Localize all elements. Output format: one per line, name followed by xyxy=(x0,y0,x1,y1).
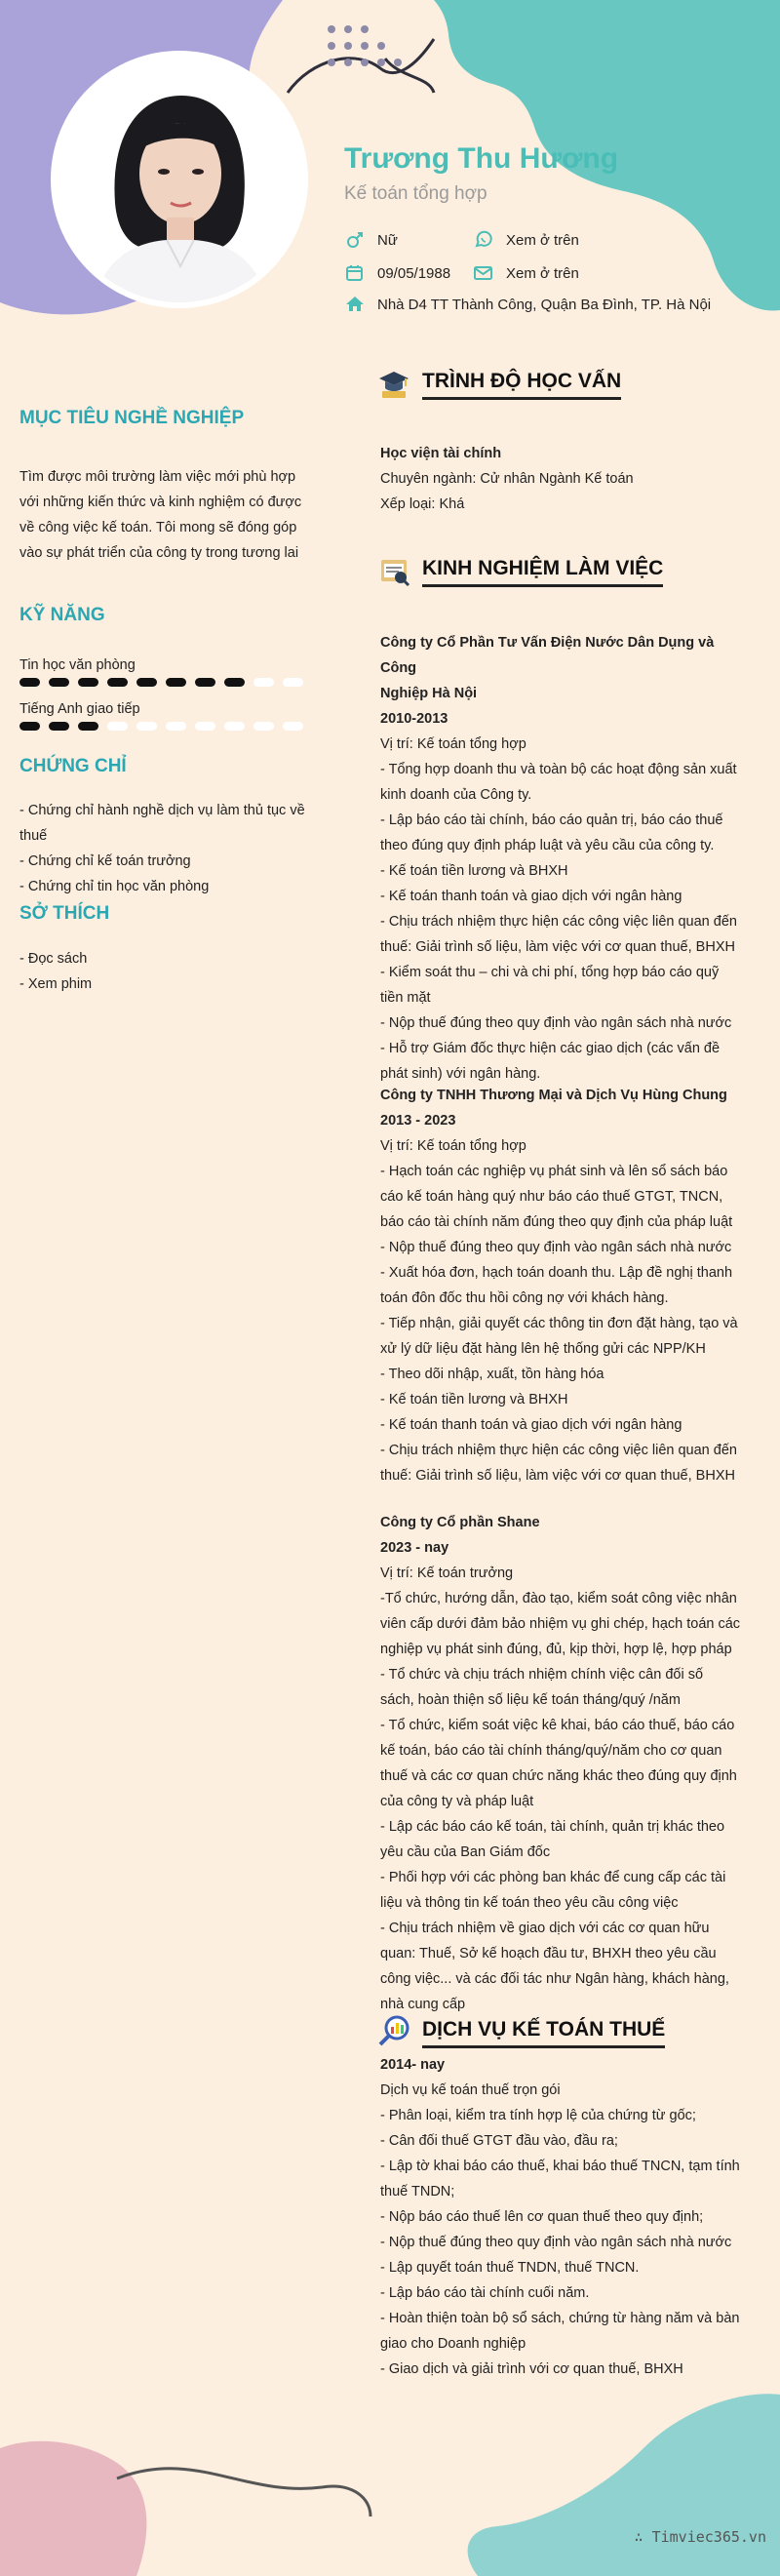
job-detail-line: sách, hoàn thiện số liệu kế toán tháng/quý /năm xyxy=(380,1692,681,1708)
home-icon xyxy=(344,295,366,314)
objective-line: với những kiến thức và kinh nghiệm có được xyxy=(20,495,302,510)
briefcase-icon xyxy=(377,554,410,587)
job-detail-line: yêu cầu của Ban Giám đốc xyxy=(380,1844,551,1860)
job-detail-line: kinh doanh của Công ty. xyxy=(380,787,532,803)
job-detail-line: -Tổ chức, hướng dẫn, đào tạo, kiểm soát công việc nhân xyxy=(380,1591,737,1606)
job-detail-line: - Phối hợp với các phòng ban khác để cung cấp các tài xyxy=(380,1870,726,1885)
candidate-name: Trương Thu Hương xyxy=(344,142,619,175)
job-detail-line: - Kế toán thanh toán và giao dịch với ngân hàng xyxy=(380,1417,682,1433)
email-info xyxy=(473,263,579,283)
company-name: Công ty Cổ Phần Tư Vấn Điện Nước Dân Dụng và Công xyxy=(380,635,715,676)
company-name: Công ty TNHH Thương Mại và Dịch Vụ Hùng Chung xyxy=(380,1088,727,1103)
brand-logo-icon: ∴ xyxy=(634,2528,652,2546)
skill-level-segment xyxy=(78,722,98,731)
job-detail-line: - Nộp thuế đúng theo quy định vào ngân sách nhà nước xyxy=(380,1015,732,1031)
job-detail-line: xử lý dữ liệu đặt hàng lên hệ thống gửi các NPP/KH xyxy=(380,1341,706,1357)
job-detail-line: thuế: Giải trình số liệu, làm việc với cơ quan thuế, BHXH xyxy=(380,939,735,955)
job-detail-line: - Lập báo cáo tài chính, báo cáo quản trị, báo cáo thuế xyxy=(380,812,723,828)
tax-service-line: - Phân loại, kiểm tra tính hợp lệ của chứng từ gốc; xyxy=(380,2108,696,2123)
tax-service-line: - Nộp báo cáo thuế lên cơ quan thuế theo quy định; xyxy=(380,2209,704,2225)
job-detail-line: Vị trí: Kế toán tổng hợp xyxy=(380,1138,526,1154)
bottom-swirl xyxy=(117,2469,370,2517)
certificate-line: - Chứng chỉ tin học văn phòng xyxy=(20,879,210,894)
job-detail-line: báo cáo tài chính năm đúng theo quy định của pháp luật xyxy=(380,1214,733,1230)
avatar xyxy=(51,51,308,308)
tax-service-line: - Lập quyết toán thuế TNDN, thuế TNCN. xyxy=(380,2260,640,2276)
skill-level-segment xyxy=(195,678,215,687)
skill-level-segment xyxy=(166,678,186,687)
tax-service-line: - Lập báo cáo tài chính cuối năm. xyxy=(380,2285,590,2301)
job-detail-line: - Kế toán thanh toán và giao dịch với ngân hàng xyxy=(380,889,682,904)
objective-line: Tìm được môi trường làm việc mới phù hợp xyxy=(20,469,296,485)
job-entry xyxy=(380,1510,746,2017)
email-value: Xem ở trên xyxy=(506,264,579,282)
job-detail-line: - Tổ chức, kiểm soát việc kê khai, báo cáo thuế, báo cáo xyxy=(380,1718,735,1733)
job-detail-line: - Chịu trách nhiệm thực hiện các công việc liên quan đến xyxy=(380,1443,737,1458)
job-detail-line: Vị trí: Kế toán tổng hợp xyxy=(380,736,526,752)
skill-level-segment xyxy=(224,678,245,687)
school-name: Học viện tài chính xyxy=(380,446,502,461)
tax-service-line: - Lập tờ khai báo cáo thuế, khai báo thuế TNCN, tạm tính xyxy=(380,2159,740,2174)
job-detail-line: liệu và thông tin kế toán theo yêu cầu công việc xyxy=(380,1895,679,1911)
job-detail-line: - Chịu trách nhiệm về giao dịch với các cơ quan hữu xyxy=(380,1921,710,1936)
job-detail-line: - Hạch toán các nghiệp vụ phát sinh và lên sổ sách báo xyxy=(380,1164,728,1179)
job-detail-line: - Nộp thuế đúng theo quy định vào ngân sách nhà nước xyxy=(380,1240,732,1255)
job-detail-line: thuế: Giải trình số liệu, làm việc với cơ quan thuế, BHXH xyxy=(380,1468,735,1484)
job-detail-line: thuế và các cơ quan chức năng khác theo đúng quy định xyxy=(380,1768,737,1784)
experience-heading: KINH NGHIỆM LÀM VIỆC xyxy=(422,557,663,587)
hobbies-text xyxy=(20,946,332,997)
skill-level-segment xyxy=(49,722,69,731)
job-detail-line: - Chịu trách nhiệm thực hiện các công việc liên quan đến xyxy=(380,914,737,930)
certificate-line: - Chứng chỉ kế toán trưởng xyxy=(20,853,191,869)
job-detail-line: Vị trí: Kế toán trưởng xyxy=(380,1565,514,1581)
gender-value: Nữ xyxy=(377,231,398,249)
education-header xyxy=(377,367,621,400)
objective-line: về công việc kế toán. Tôi mong sẽ đóng góp xyxy=(20,520,297,535)
job-period: 2023 - nay xyxy=(380,1540,449,1556)
job-detail-line: viên cấp dưới đảm bảo nhiệm vụ ghi chép, hạch toán các xyxy=(380,1616,741,1632)
objective-line: vào sự phát triển của công ty trong tương lai xyxy=(20,545,299,561)
email-icon xyxy=(473,263,494,283)
skill-level-bar xyxy=(20,678,303,687)
education-block xyxy=(380,441,746,517)
job-detail-line: - Tổ chức và chịu trách nhiệm chính việc cân đối số xyxy=(380,1667,704,1683)
tax-service-heading: DỊCH VỤ KẾ TOÁN THUẾ xyxy=(422,2018,665,2048)
magnifier-chart-icon xyxy=(377,2015,410,2048)
tax-service-header xyxy=(377,2015,665,2048)
job-detail-line: - Hỗ trợ Giám đốc thực hiện các giao dịch (các vấn đề xyxy=(380,1041,721,1056)
gender-icon xyxy=(344,230,366,250)
birthday-info xyxy=(344,263,450,283)
certificate-line: - Chứng chỉ hành nghề dịch vụ làm thủ tục về xyxy=(20,803,305,818)
hobbies-heading: SỞ THÍCH xyxy=(20,903,110,924)
bottom-teal-blob xyxy=(468,2394,780,2576)
tax-service-line: giao cho Doanh nghiệp xyxy=(380,2336,526,2352)
skill-name: Tiếng Anh giao tiếp xyxy=(20,701,140,717)
experience-header xyxy=(377,554,663,587)
tax-service-line: thuế TNDN; xyxy=(380,2184,455,2200)
skill-level-segment xyxy=(107,678,128,687)
hobby-item: - Đọc sách xyxy=(20,951,88,967)
job-detail-line: - Kiểm soát thu – chi và chi phí, tổng hợp báo cáo quỹ xyxy=(380,965,720,980)
skill-level-segment xyxy=(166,722,186,731)
job-detail-line: nghiệp vụ phát sinh đúng, đủ, kịp thời, hợp lệ, hợp pháp xyxy=(380,1642,732,1657)
job-detail-line: - Theo dõi nhập, xuất, tồn hàng hóa xyxy=(380,1367,604,1382)
skill-level-segment xyxy=(136,722,157,731)
tax-service-line: - Hoàn thiện toàn bộ sổ sách, chứng từ hàng năm và bàn xyxy=(380,2311,740,2326)
job-detail-line: cáo kế toán hàng quý như báo cáo thuế GTGT, TNCN, xyxy=(380,1189,723,1205)
skill-level-segment xyxy=(107,722,128,731)
company-name: Công ty Cổ phần Shane xyxy=(380,1515,540,1530)
tax-service-line: - Giao dịch và giải trình với cơ quan thuế, BHXH xyxy=(380,2361,683,2377)
tax-service-period: 2014- nay xyxy=(380,2057,446,2073)
objective-text xyxy=(20,464,332,566)
skill-level-segment xyxy=(20,678,40,687)
job-entry xyxy=(380,630,746,1087)
education-line: Xếp loại: Khá xyxy=(380,496,465,512)
job-period: 2010-2013 xyxy=(380,711,448,727)
job-detail-line: - Tiếp nhận, giải quyết các thông tin đơn đặt hàng, tạo và xyxy=(380,1316,738,1331)
tax-service-line: Dịch vụ kế toán thuế trọn gói xyxy=(380,2082,561,2098)
job-detail-line: - Kế toán tiền lương và BHXH xyxy=(380,863,568,879)
job-detail-line: - Lập các báo cáo kế toán, tài chính, quản trị khác theo xyxy=(380,1819,725,1835)
certificates-text xyxy=(20,798,332,899)
job-title: Kế toán tổng hợp xyxy=(344,183,488,204)
job-detail-line: - Kế toán tiền lương và BHXH xyxy=(380,1392,568,1407)
gender-info xyxy=(344,230,398,250)
skill-level-segment xyxy=(49,678,69,687)
brand-name: Timviec365.vn xyxy=(651,2528,766,2546)
skill-level-segment xyxy=(254,678,274,687)
phone-icon xyxy=(473,230,494,250)
phone-info xyxy=(473,230,579,250)
birthday-value: 09/05/1988 xyxy=(377,264,451,282)
job-detail-line: của công ty và pháp luật xyxy=(380,1794,534,1809)
company-name: Nghiệp Hà Nội xyxy=(380,686,478,701)
address-info xyxy=(344,295,711,314)
graduation-cap-icon xyxy=(377,367,410,400)
job-detail-line: phát sinh) với ngân hàng. xyxy=(380,1066,541,1082)
job-detail-line: - Xuất hóa đơn, hạch toán doanh thu. Lập đề nghị thanh xyxy=(380,1265,733,1281)
education-heading: TRÌNH ĐỘ HỌC VẤN xyxy=(422,370,621,400)
job-detail-line: quan: Thuế, Sở kế hoạch đầu tư, BHXH theo yêu cầu xyxy=(380,1946,717,1962)
skill-level-bar xyxy=(20,722,303,731)
hobby-item: - Xem phim xyxy=(20,976,93,992)
skill-level-segment xyxy=(283,722,303,731)
portrait-illustration xyxy=(57,57,302,302)
certificate-line: thuế xyxy=(20,828,48,844)
certificates-heading: CHỨNG CHỈ xyxy=(20,756,127,776)
tax-service-block xyxy=(380,2052,746,2382)
calendar-icon xyxy=(344,263,366,283)
brand-watermark xyxy=(635,2528,766,2546)
tax-service-line: - Cân đối thuế GTGT đầu vào, đầu ra; xyxy=(380,2133,618,2149)
skill-level-segment xyxy=(283,678,303,687)
job-detail-line: kế toán, báo cáo tài chính tháng/quý/năm cho cơ quan xyxy=(380,1743,722,1759)
skill-level-segment xyxy=(78,678,98,687)
education-line: Chuyên ngành: Cử nhân Ngành Kế toán xyxy=(380,471,634,487)
objective-heading: MỤC TIÊU NGHỀ NGHIỆP xyxy=(20,408,245,428)
skill-level-segment xyxy=(254,722,274,731)
skill-level-segment xyxy=(224,722,245,731)
skill-level-segment xyxy=(195,722,215,731)
job-detail-line: theo đúng quy định pháp luật và yêu cầu của công ty. xyxy=(380,838,715,853)
job-period: 2013 - 2023 xyxy=(380,1113,456,1129)
job-detail-line: tiền mặt xyxy=(380,990,431,1006)
phone-value: Xem ở trên xyxy=(506,231,579,249)
skill-level-segment xyxy=(136,678,157,687)
address-value: Nhà D4 TT Thành Công, Quận Ba Đình, TP. Hà Nội xyxy=(377,296,712,313)
job-detail-line: toán đôn đốc thu hồi công nợ với khách hàng. xyxy=(380,1290,669,1306)
tax-service-line: - Nộp thuế đúng theo quy định vào ngân sách nhà nước xyxy=(380,2235,732,2250)
skill-name: Tin học văn phòng xyxy=(20,657,136,673)
job-entry xyxy=(380,1083,746,1488)
skills-heading: KỸ NĂNG xyxy=(20,605,105,625)
job-detail-line: công việc... và các đối tác như Ngân hàng, khách hàng, xyxy=(380,1971,729,1987)
pink-blob xyxy=(0,2441,146,2576)
job-detail-line: - Tổng hợp doanh thu và toàn bộ các hoạt động sản xuất xyxy=(380,762,737,777)
job-detail-line: nhà cung cấp xyxy=(380,1997,466,2012)
skill-level-segment xyxy=(20,722,40,731)
